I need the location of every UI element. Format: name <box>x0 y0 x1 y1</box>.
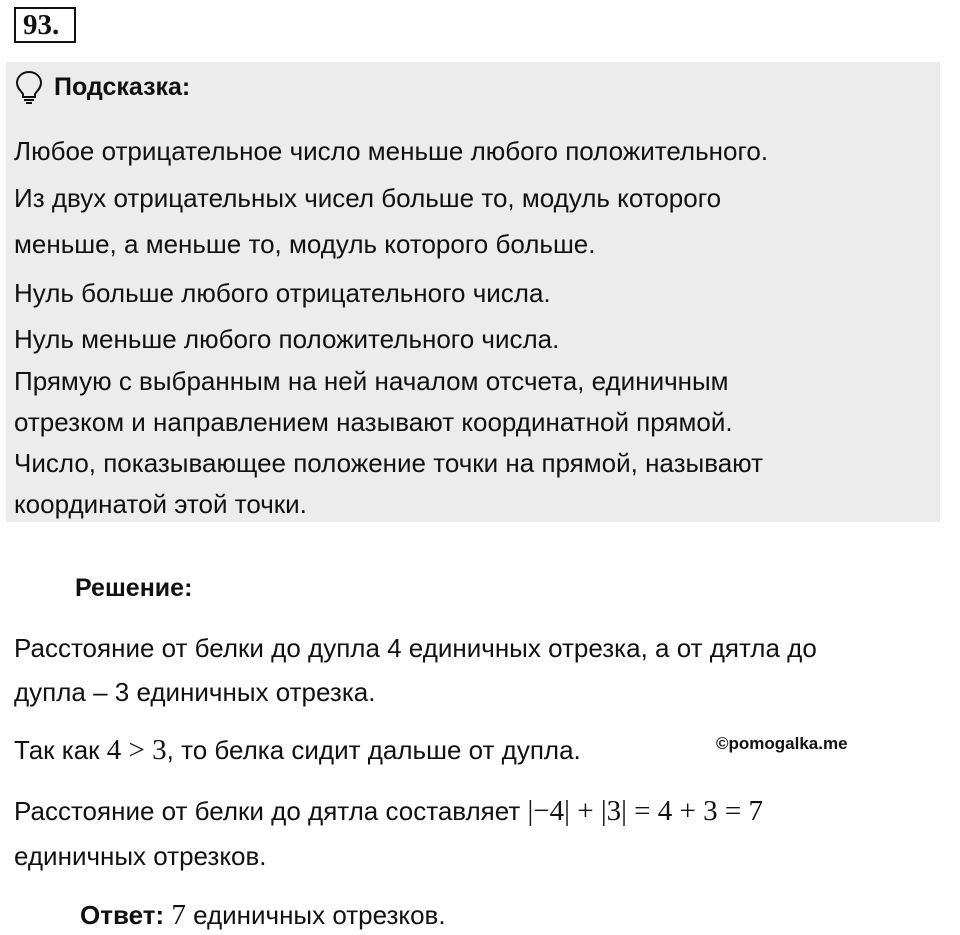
comparison-suffix: , то белка сидит дальше от дупла. <box>166 735 581 765</box>
solution-line: единичных отрезков. <box>14 841 267 871</box>
comparison-math: 4 > 3 <box>106 734 167 766</box>
answer-value: 7 <box>171 899 186 931</box>
hint-line: Любое отрицательное число меньше любого положительного. <box>14 136 769 166</box>
answer-text: единичных отрезков. <box>185 900 446 930</box>
hint-header <box>14 70 190 104</box>
hint-line: координатой этой точки. <box>14 489 307 519</box>
hint-line: Нуль меньше любого положительного числа. <box>14 324 560 354</box>
solution-title: Решение: <box>75 574 193 602</box>
hint-line: Прямую с выбранным на ней началом отсчета, единичным <box>14 366 729 396</box>
hint-line: Число, показывающее положение точки на прямой, называют <box>14 448 764 478</box>
hint-line: Из двух отрицательных чисел больше то, модуль которого <box>14 183 722 213</box>
watermark: ©pomogalka.me <box>716 734 848 753</box>
solution-distance-line <box>14 795 763 827</box>
hint-title: Подсказка: <box>54 72 191 101</box>
solution-comparison-line <box>14 734 581 766</box>
comparison-prefix: Так как <box>14 735 107 765</box>
problem-number: 93. <box>14 7 76 43</box>
answer-line <box>80 899 446 931</box>
hint-line: Нуль больше любого отрицательного числа. <box>14 278 551 308</box>
hint-line: меньше, а меньше то, модуль которого больше. <box>14 229 596 259</box>
answer-label: Ответ: <box>80 900 165 930</box>
distance-math: |−4| + |3| = 4 + 3 = 7 <box>527 795 763 827</box>
lightbulb-icon <box>14 70 44 104</box>
solution-line: Расстояние от белки до дупла 4 единичных отрезка, а от дятла до <box>14 633 817 663</box>
distance-prefix: Расстояние от белки до дятла составляет <box>14 796 528 826</box>
solution-line: дупла – 3 единичных отрезка. <box>14 677 376 707</box>
hint-line: отрезком и направлением называют координатной прямой. <box>14 407 733 437</box>
